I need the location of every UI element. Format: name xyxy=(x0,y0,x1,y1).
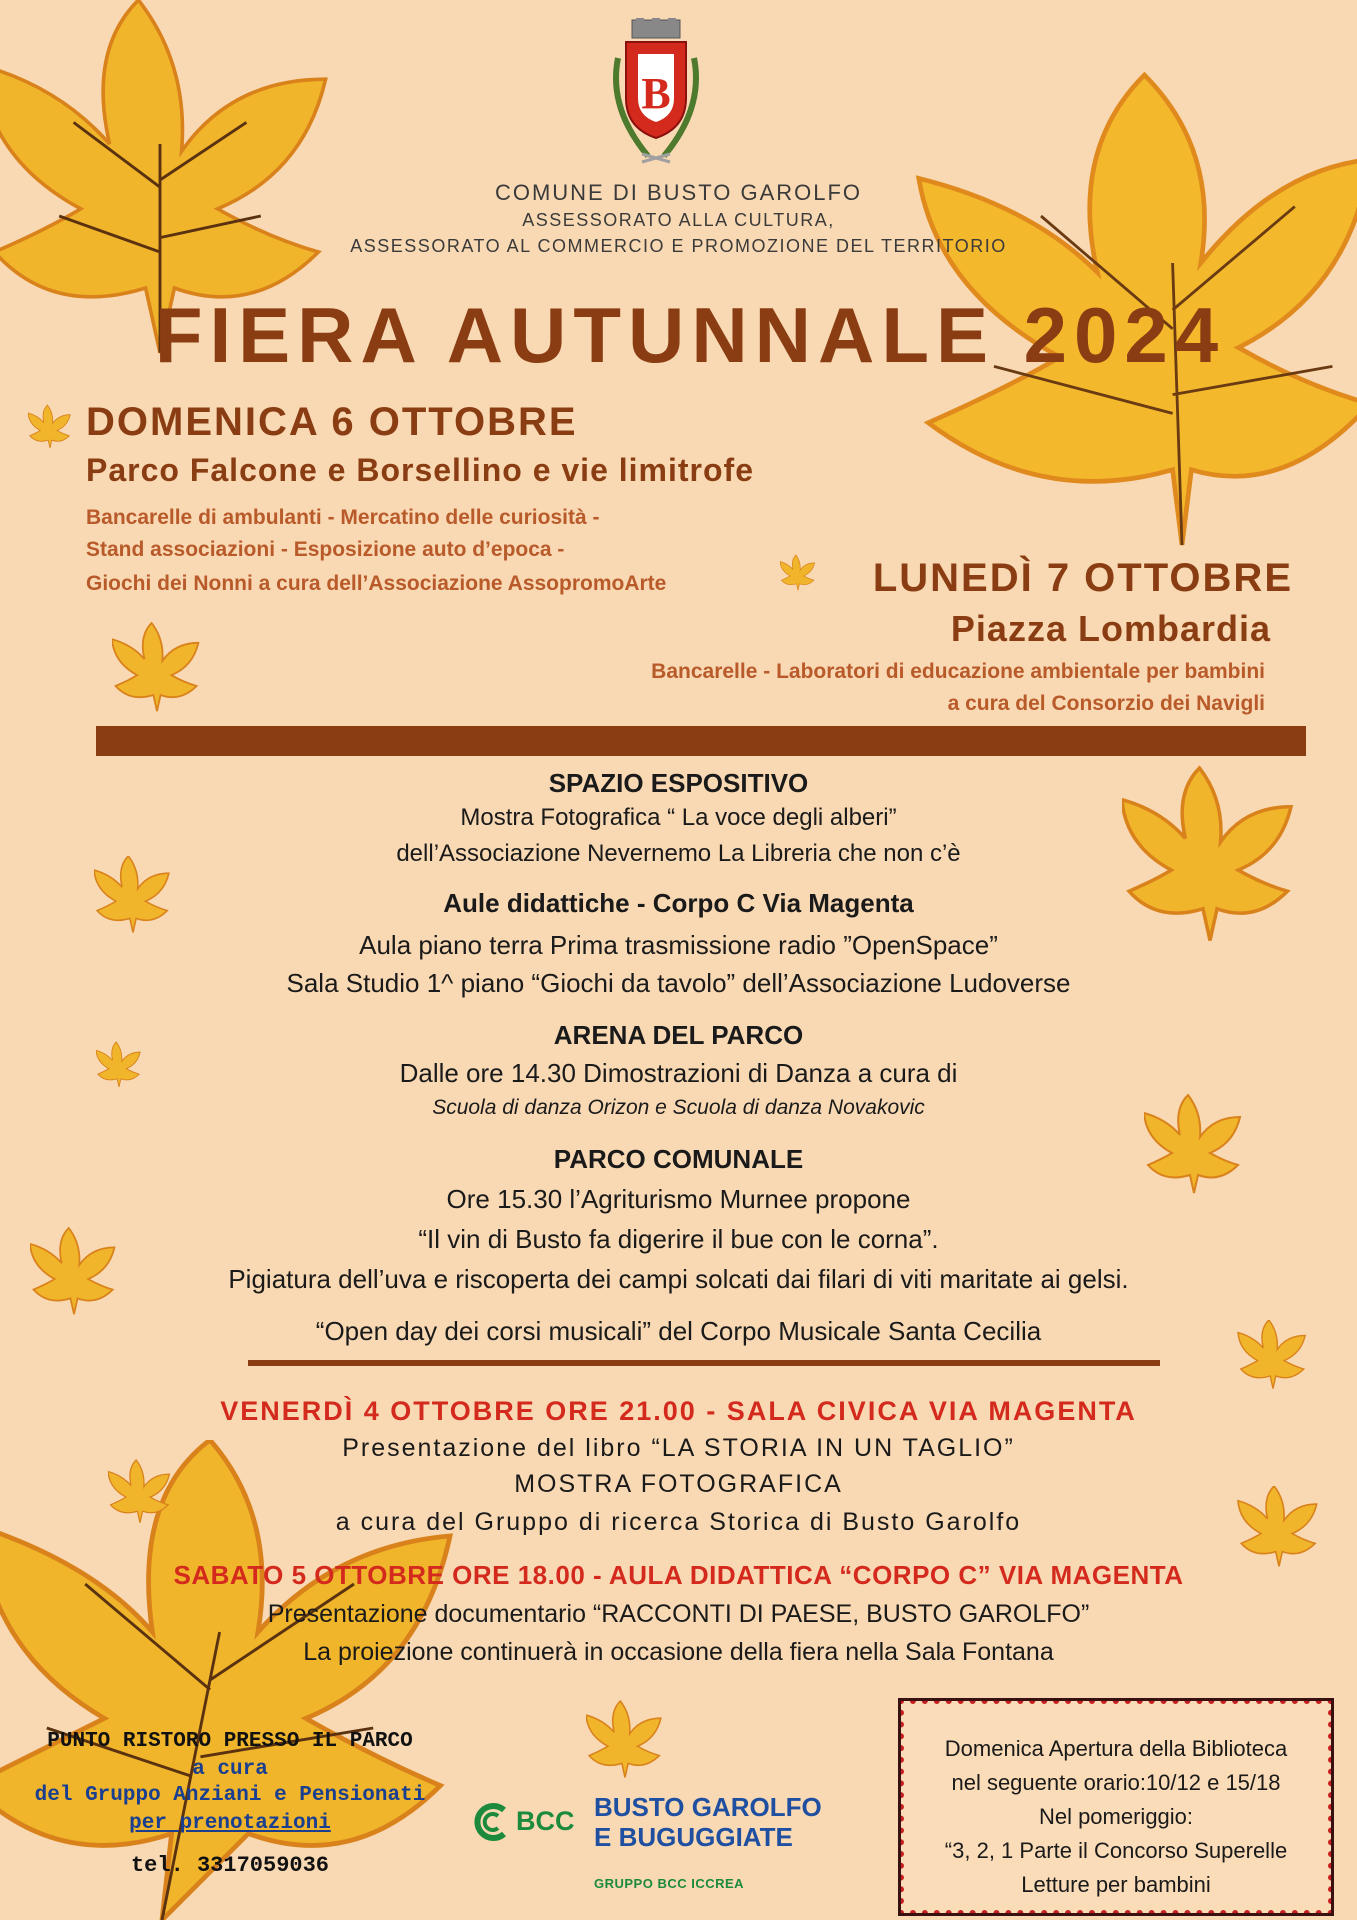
library-line: nel seguente orario:10/12 e 15/18 xyxy=(951,1770,1281,1795)
ristoro-title: PUNTO RISTORO PRESSO IL PARCO xyxy=(47,1730,413,1753)
monday-activity: Bancarelle - Laboratori di educazione ambientale per bambini xyxy=(651,660,1265,683)
friday-heading: VENERDÌ 4 OTTOBRE ORE 21.00 - SALA CIVICA VIA MAGENTA xyxy=(220,1396,1137,1426)
bank-name-line2: E BUGUGGIATE xyxy=(594,1822,793,1852)
monday-place: Piazza Lombardia xyxy=(950,608,1271,649)
section-title-arena: ARENA DEL PARCO xyxy=(553,1020,804,1050)
program-line: Aula piano terra Prima trasmissione radio ”OpenSpace” xyxy=(359,930,998,960)
ristoro-line: a cura xyxy=(192,1758,268,1781)
program-line: Pigiatura dell’uva e riscoperta dei campi solcati dai filari di viti maritate ai gelsi. xyxy=(228,1264,1129,1294)
bank-group: GRUPPO BCC ICCREA xyxy=(594,1876,745,1891)
page-title: FIERA AUTUNNALE 2024 xyxy=(154,291,1226,379)
library-line: Letture per bambini xyxy=(1021,1872,1211,1897)
library-line: Nel pomeriggio: xyxy=(1038,1804,1194,1829)
divider-line xyxy=(248,1360,1160,1366)
program-line: Dalle ore 14.30 Dimostrazioni di Danza a cura di xyxy=(399,1058,958,1088)
section-title-aule: Aule didattiche - Corpo C Via Magenta xyxy=(443,888,914,918)
saturday-line: La proiezione continuerà in occasione della fiera nella Sala Fontana xyxy=(303,1638,1054,1666)
section-title-spazio: SPAZIO ESPOSITIVO xyxy=(548,768,809,798)
saturday-line: Presentazione documentario “RACCONTI DI PAESE, BUSTO GAROLFO” xyxy=(267,1600,1090,1628)
small-leaf-icon xyxy=(780,552,816,594)
friday-line: Presentazione del libro “LA STORIA IN UN TAGLIO” xyxy=(342,1434,1015,1462)
small-leaf-icon xyxy=(28,402,72,452)
sunday-activity: Stand associazioni - Esposizione auto d’epoca - xyxy=(86,538,565,561)
program-line-italic: Scuola di danza Orizon e Scuola di danza Novakovic xyxy=(432,1096,925,1119)
monday-activity: a cura del Consorzio dei Navigli xyxy=(947,692,1265,715)
sunday-activity: Bancarelle di ambulanti - Mercatino delle curiosità - xyxy=(86,506,600,529)
monday-date: LUNEDÌ 7 OTTOBRE xyxy=(872,556,1293,600)
municipal-crest-icon xyxy=(608,18,704,166)
ristoro-line: del Gruppo Anziani e Pensionati xyxy=(34,1784,426,1807)
department-commerce: ASSESSORATO AL COMMERCIO E PROMOZIONE DEL TERRITORIO xyxy=(350,236,1007,256)
library-line: “3, 2, 1 Parte il Concorso Superelle xyxy=(944,1838,1288,1863)
ristoro-line: per prenotazioni xyxy=(129,1812,331,1835)
program-line: Mostra Fotografica “ La voce degli alberi” xyxy=(460,804,897,831)
library-line: Domenica Apertura della Biblioteca xyxy=(944,1736,1288,1761)
crest-letter: B xyxy=(641,69,671,118)
friday-line: MOSTRA FOTOGRAFICA xyxy=(514,1470,843,1498)
department-culture: ASSESSORATO ALLA CULTURA, xyxy=(522,210,835,230)
bank-abbrev: BCC xyxy=(516,1806,575,1836)
program-line: “Il vin di Busto fa digerire il bue con le corna”. xyxy=(418,1224,939,1254)
bcc-logo-icon xyxy=(472,1802,512,1842)
small-leaf-icon xyxy=(586,1700,664,1780)
sunday-activity: Giochi dei Nonni a cura dell’Associazione AssopromoArte xyxy=(86,572,667,595)
program-line: Sala Studio 1^ piano “Giochi da tavolo” dell’Associazione Ludoverse xyxy=(286,968,1071,998)
municipality-name: COMUNE DI BUSTO GAROLFO xyxy=(494,180,863,205)
section-title-parco: PARCO COMUNALE xyxy=(553,1144,804,1174)
ristoro-phone: tel. 3317059036 xyxy=(130,1853,330,1878)
sunday-date: DOMENICA 6 OTTOBRE xyxy=(86,400,578,444)
friday-line: a cura del Gruppo di ricerca Storica di Busto Garolfo xyxy=(335,1508,1022,1536)
small-leaf-icon xyxy=(112,618,202,718)
divider-bar xyxy=(96,726,1306,756)
bank-name-line1: BUSTO GAROLFO xyxy=(594,1792,822,1822)
saturday-heading: SABATO 5 OTTOBRE ORE 18.00 - AULA DIDATTICA “CORPO C” VIA MAGENTA xyxy=(173,1560,1184,1590)
program-line: “Open day dei corsi musicali” del Corpo Musicale Santa Cecilia xyxy=(315,1316,1042,1346)
program-line: dell’Associazione Nevernemo La Libreria che non c’è xyxy=(396,840,961,867)
program-line: Ore 15.30 l’Agriturismo Murnee propone xyxy=(446,1184,911,1214)
sunday-place: Parco Falcone e Borsellino e vie limitrofe xyxy=(86,452,754,488)
